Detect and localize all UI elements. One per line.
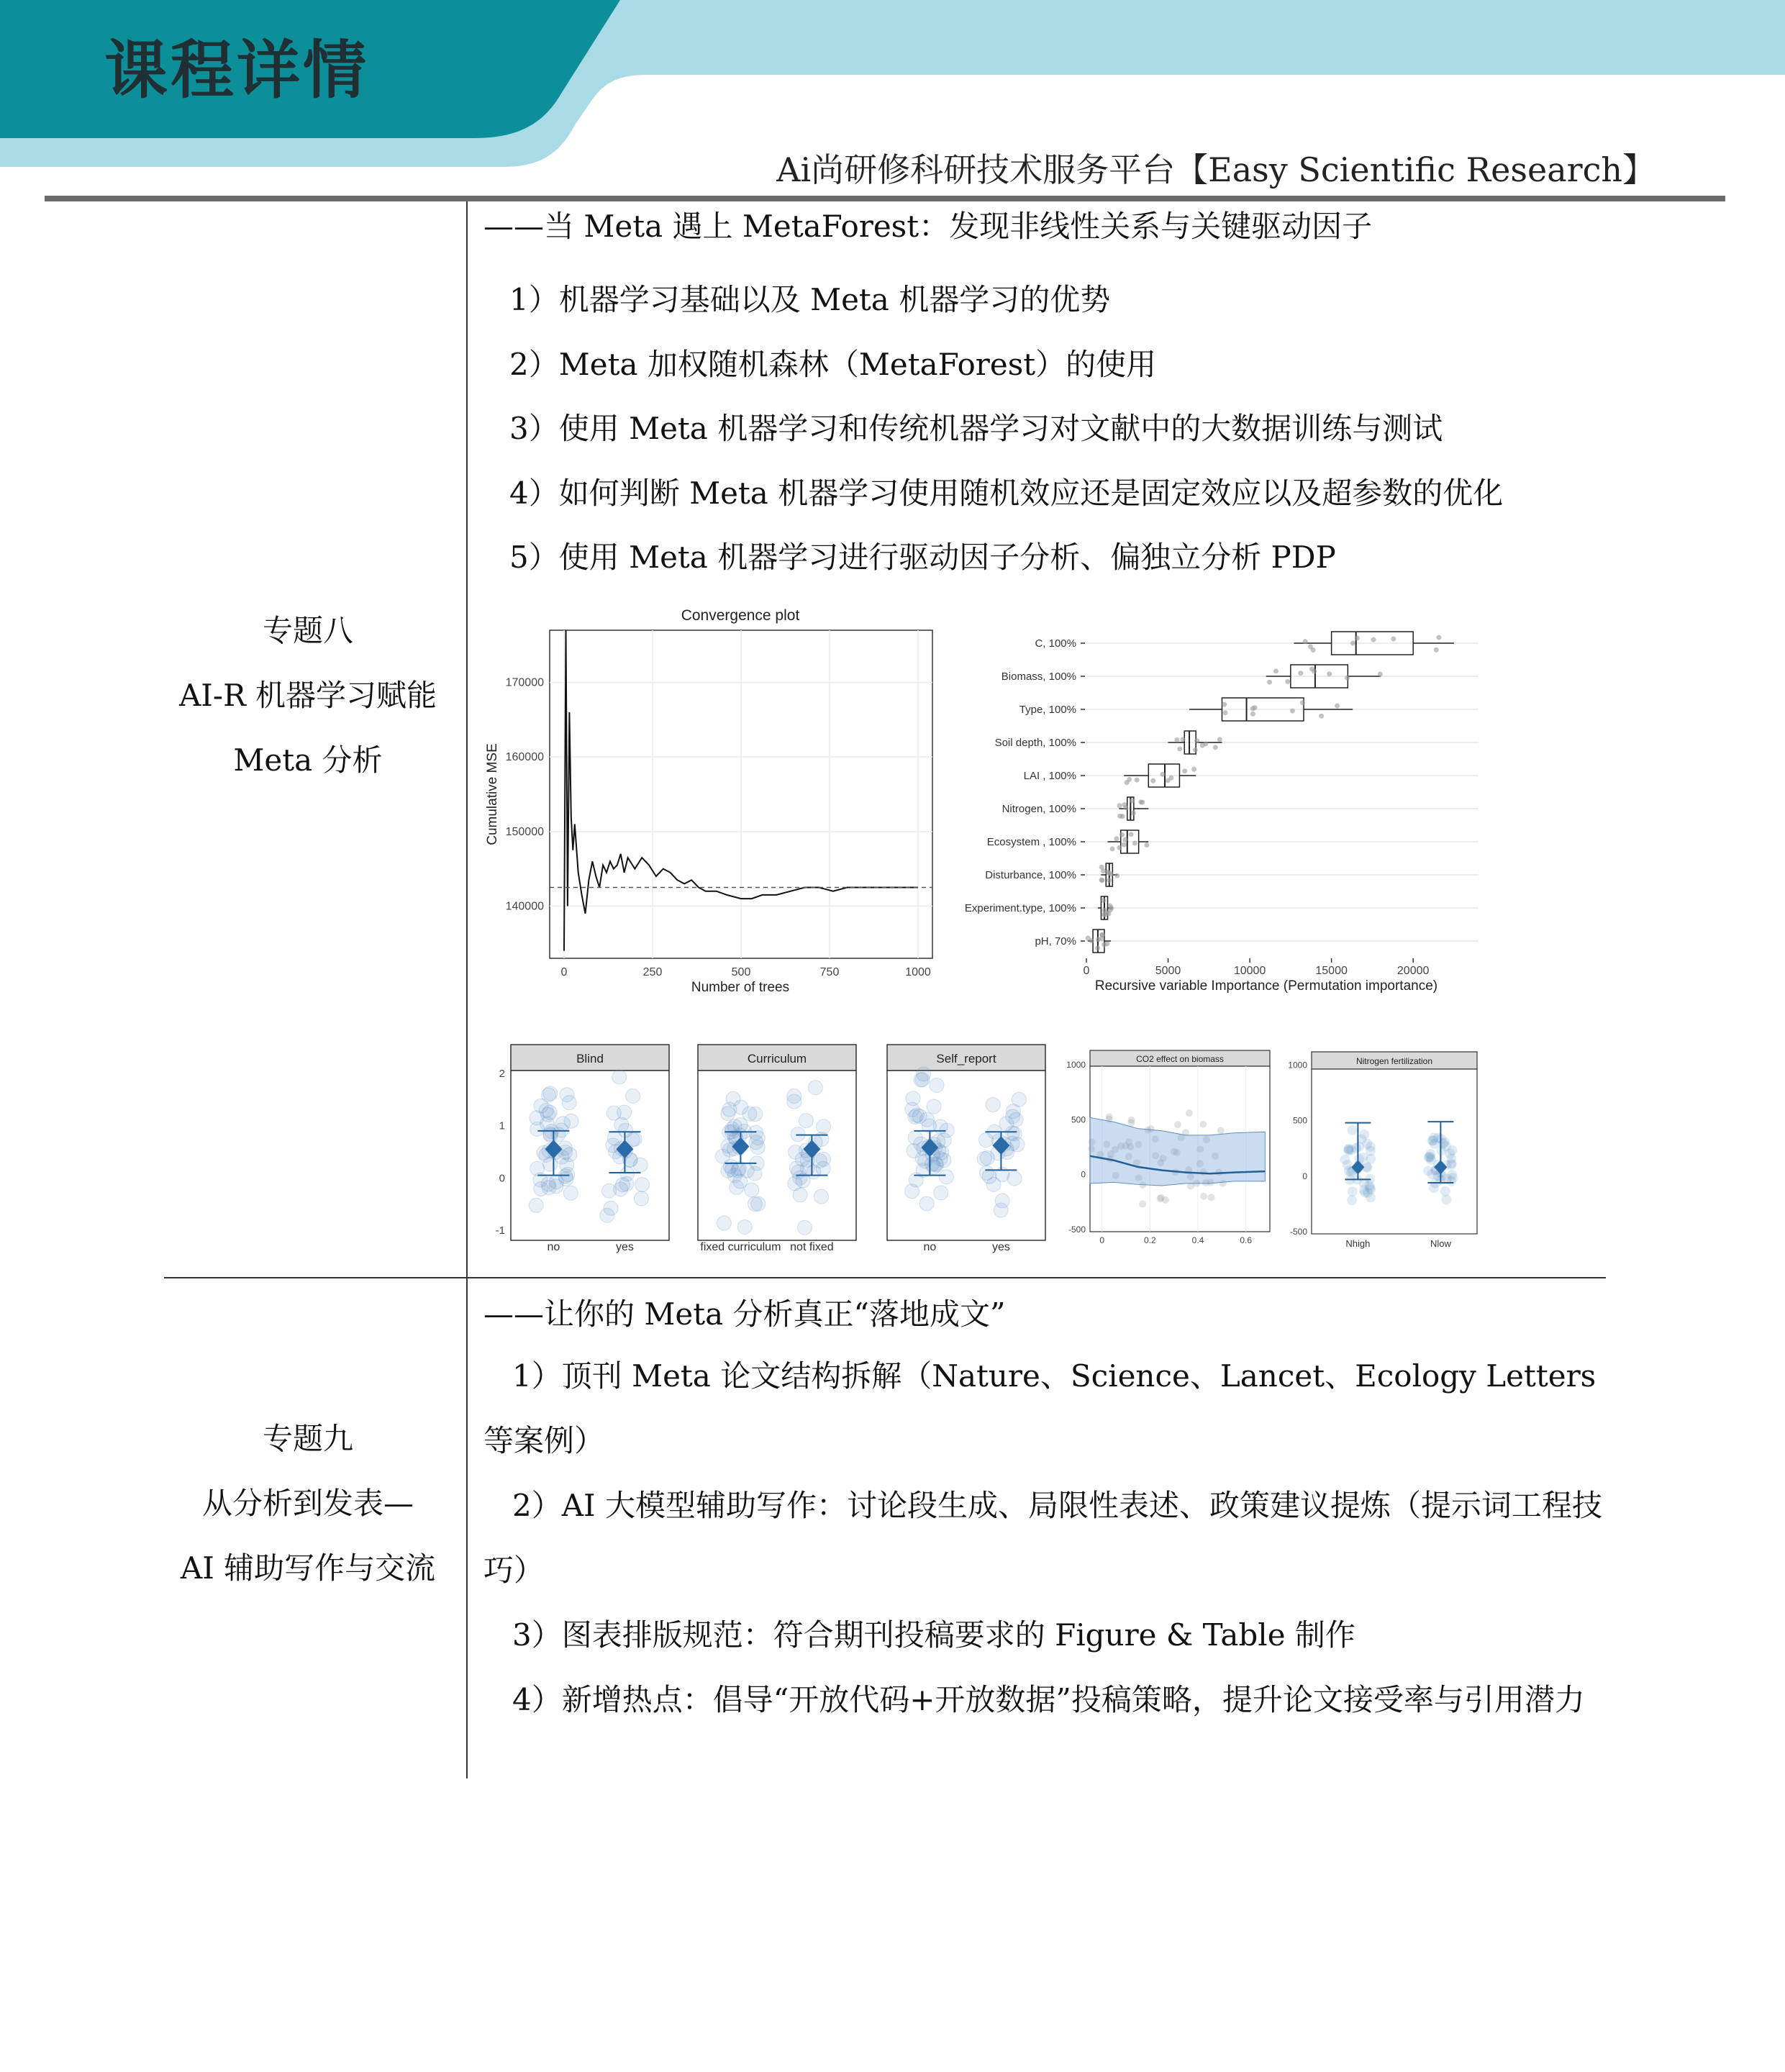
importance-point: [1327, 671, 1332, 676]
moderator-point: [937, 1133, 951, 1148]
topic9-paragraph-1: 1）顶刊 Meta 论文结构拆解（Nature、Science、Lancet、Ecology Letters 等案例）: [483, 1358, 1596, 1458]
topic9-paragraphs: [483, 1344, 1606, 1732]
page-title: 课程详情: [104, 33, 370, 107]
importance-point: [1350, 641, 1355, 646]
nitrogen-point: [1441, 1195, 1451, 1205]
importance-point: [1300, 700, 1305, 705]
importance-category-label: Biomass, 100%: [1001, 671, 1076, 683]
topic8-label: [164, 599, 452, 793]
importance-point: [1177, 746, 1182, 751]
topic8-title-line2: Meta 分析: [233, 742, 383, 778]
importance-grid: [1086, 643, 1479, 941]
nitrogen-category-label: Nhigh: [1345, 1238, 1371, 1249]
importance-point: [1191, 767, 1196, 772]
importance-point: [1119, 832, 1125, 837]
topic9-title-line2: AI 辅助写作与交流: [180, 1550, 436, 1586]
convergence-ytick-label: 140000: [505, 900, 544, 913]
importance-point: [1181, 737, 1186, 742]
nitrogen-ytick-label: 1000: [1288, 1060, 1307, 1071]
moderator-ytick-label: 1: [499, 1119, 505, 1132]
convergence-xlabel: Number of trees: [691, 980, 790, 995]
importance-xtick-label: 20000: [1396, 965, 1430, 977]
importance-category-label: Soil depth, 100%: [994, 737, 1076, 749]
moderator-point: [539, 1103, 553, 1117]
moderator-point: [529, 1198, 543, 1212]
column-divider-topic9: [466, 1278, 468, 1778]
moderator-plots: [471, 1036, 1507, 1259]
co2-point: [1139, 1201, 1146, 1208]
nitrogen-point: [1423, 1166, 1433, 1176]
importance-point: [1273, 668, 1278, 673]
convergence-xtick-label: 0: [560, 966, 568, 978]
importance-point: [1213, 745, 1218, 750]
importance-point: [1114, 873, 1119, 878]
moderator-point: [722, 1102, 737, 1117]
importance-point: [1298, 671, 1303, 676]
topic8-item-3: 3）使用 Meta 机器学习和传统机器学习对文献中的大数据训练与测试: [509, 411, 1443, 446]
importance-point: [1117, 803, 1122, 808]
co2-xtick-label: 0: [1099, 1235, 1105, 1245]
importance-point: [1250, 712, 1255, 717]
importance-point: [1194, 738, 1199, 743]
moderator-point: [1007, 1127, 1022, 1141]
importance-point: [1109, 871, 1114, 876]
moderator-point: [564, 1114, 578, 1128]
moderator-point: [607, 1131, 622, 1145]
nitrogen-point: [1347, 1195, 1357, 1205]
importance-xlabel: Recursive variable Importance (Permutation importance): [1094, 978, 1438, 994]
importance-point: [1110, 846, 1115, 851]
moderator-point: [919, 1196, 934, 1211]
convergence-ytick-label: 170000: [505, 676, 544, 689]
importance-point: [1217, 737, 1222, 742]
topic9-paragraph-2: 2）AI 大模型辅助写作：讨论段生成、局限性表述、政策建议提炼（提示词工程技巧）: [483, 1488, 1602, 1588]
moderator-point: [817, 1152, 831, 1166]
importance-point: [1096, 937, 1101, 942]
header-divider: [45, 196, 1725, 201]
moderator-point: [604, 1201, 618, 1215]
moderator-point: [980, 1151, 994, 1166]
importance-point: [1335, 704, 1340, 709]
column-divider-topic8: [466, 201, 468, 1277]
importance-xtick-label: 10000: [1233, 965, 1266, 977]
importance-category-label: Disturbance, 100%: [985, 869, 1076, 881]
importance-point: [1131, 811, 1136, 816]
moderator-point: [797, 1220, 812, 1235]
moderator-point: [995, 1194, 1009, 1208]
importance-xtick-label: 15000: [1315, 965, 1348, 977]
importance-category-label: Experiment.type, 100%: [964, 902, 1076, 914]
importance-point: [1100, 932, 1105, 937]
moderator-ytick-label: -1: [495, 1224, 505, 1237]
importance-point: [1138, 799, 1143, 804]
moderator-point: [612, 1070, 627, 1084]
nitrogen-point: [1440, 1186, 1450, 1196]
moderator-point: [908, 1109, 922, 1124]
co2-point: [1162, 1196, 1169, 1204]
importance-point: [1089, 938, 1094, 943]
topic9-paragraph-3: 3）图表排版规范：符合期刊投稿要求的 Figure & Table 制作: [512, 1617, 1355, 1653]
importance-point: [1391, 637, 1396, 642]
moderator-category-label: no: [923, 1241, 937, 1253]
moderator-point: [626, 1089, 640, 1103]
moderator-point: [615, 1178, 630, 1192]
importance-point: [1222, 702, 1227, 707]
moderator-point: [751, 1196, 766, 1211]
convergence-ytick-label: 150000: [505, 825, 544, 838]
moderator-point: [542, 1088, 556, 1102]
importance-point: [1434, 648, 1439, 653]
importance-category-label: Ecosystem , 100%: [986, 836, 1076, 848]
importance-point: [1253, 705, 1258, 710]
platform-name: Ai尚研修科研技术服务平台【Easy Scientific Research】: [776, 150, 1655, 189]
importance-point: [1345, 676, 1350, 681]
importance-point: [1309, 666, 1314, 671]
importance-xtick-label: 0: [1083, 965, 1090, 977]
moderator-category-label: no: [547, 1241, 560, 1253]
moderator-strip-title: Self_report: [936, 1052, 996, 1065]
moderator-category-label: yes: [615, 1241, 634, 1253]
importance-point: [1104, 910, 1109, 915]
co2-ytick-label: 1000: [1066, 1060, 1086, 1071]
convergence-xtick-label: 250: [642, 966, 663, 978]
moderator-point: [808, 1081, 822, 1095]
importance-point: [1150, 778, 1155, 783]
co2-point: [1106, 1113, 1113, 1120]
importance-point: [1355, 636, 1360, 641]
importance-point: [1308, 644, 1313, 649]
topic9-label: [164, 1407, 452, 1601]
topic9-title-line1: 从分析到发表—: [201, 1486, 414, 1521]
nitrogen-ytick-label: 500: [1292, 1115, 1307, 1126]
nitrogen-strip-title: Nitrogen fertilization: [1355, 1056, 1433, 1066]
nitrogen-point: [1441, 1141, 1451, 1151]
moderator-strip-title: Curriculum: [747, 1052, 807, 1065]
moderator-category-label: not fixed: [790, 1241, 834, 1253]
moderator-point: [787, 1094, 801, 1109]
importance-point: [1193, 748, 1198, 753]
importance-point: [1100, 878, 1105, 883]
moderator-point: [627, 1132, 642, 1146]
moderator-plots-content: [496, 1045, 1477, 1253]
moderator-point: [602, 1183, 617, 1198]
importance-point: [1122, 837, 1127, 842]
convergence-xtick-label: 1000: [905, 966, 931, 978]
importance-point: [1303, 639, 1308, 644]
importance-point: [1117, 814, 1122, 819]
nitrogen-point: [1429, 1183, 1439, 1193]
topic9-paragraph-4: 4）新增热点：倡导“开放代码+开放数据”投稿策略，提升论文接受率与引用潜力: [512, 1682, 1585, 1717]
topic8-subtitle: ——当 Meta 遇上 MetaForest：发现非线性关系与关键驱动因子: [483, 209, 1373, 244]
importance-point: [1371, 637, 1376, 642]
moderator-point: [814, 1189, 828, 1204]
importance-point: [1200, 743, 1205, 748]
convergence-plot: [475, 603, 943, 1006]
importance-point: [1160, 772, 1165, 777]
importance-point: [1319, 714, 1324, 719]
moderator-point: [986, 1097, 1000, 1112]
importance-category-label: LAI , 100%: [1023, 770, 1076, 782]
moderator-point: [927, 1099, 941, 1114]
convergence-title: Convergence plot: [681, 607, 800, 624]
moderator-point: [930, 1078, 944, 1092]
topic9-subtitle: ——让你的 Meta 分析真正“落地成文”: [483, 1296, 1006, 1332]
importance-point: [1122, 842, 1127, 848]
importance-point: [1285, 679, 1290, 684]
moderator-point: [560, 1088, 574, 1102]
moderator-point: [614, 1117, 629, 1132]
moderator-point: [799, 1114, 813, 1128]
importance-point: [1290, 709, 1295, 714]
importance-point: [1174, 737, 1179, 742]
importance-point: [1107, 878, 1112, 883]
importance-point: [1104, 941, 1109, 946]
importance-point: [1095, 945, 1100, 950]
moderator-ytick-label: 0: [499, 1172, 505, 1185]
importance-point: [1166, 778, 1171, 783]
importance-point: [1267, 680, 1272, 685]
importance-point: [1101, 898, 1106, 903]
convergence-xtick-label: 750: [819, 966, 840, 978]
importance-category-label: Type, 100%: [1019, 704, 1076, 716]
variable-importance-plot: [943, 620, 1489, 1001]
nitrogen-ytick-label: 0: [1302, 1171, 1307, 1181]
moderator-point: [1006, 1104, 1020, 1119]
importance-point: [1127, 777, 1132, 782]
co2-point: [1174, 1121, 1181, 1128]
importance-category-label: C, 100%: [1035, 637, 1076, 650]
moderator-category-label: fixed curriculum: [700, 1241, 781, 1253]
importance-content: [965, 632, 1454, 977]
co2-point: [1217, 1127, 1225, 1135]
importance-xtick-label: 5000: [1155, 965, 1181, 977]
importance-point: [1132, 840, 1137, 845]
moderator-panel: [511, 1071, 669, 1240]
co2-point: [1199, 1121, 1207, 1128]
moderator-point: [915, 1073, 930, 1087]
importance-category-label: pH, 70%: [1035, 935, 1076, 948]
moderator-ytick-label: 2: [499, 1067, 505, 1080]
importance-point: [1129, 832, 1134, 837]
topic8-item-5: 5）使用 Meta 机器学习进行驱动因子分析、偏独立分析 PDP: [509, 540, 1336, 575]
moderator-point: [563, 1186, 578, 1200]
importance-point: [1223, 710, 1228, 715]
co2-point: [1208, 1194, 1215, 1201]
moderator-point: [750, 1140, 765, 1154]
topic8-item-2: 2）Meta 加权随机森林（MetaForest）的使用: [509, 347, 1157, 382]
row-divider: [164, 1277, 1606, 1278]
importance-point: [1109, 906, 1114, 911]
co2-point: [1200, 1193, 1207, 1200]
topic8-item-1: 1）机器学习基础以及 Meta 机器学习的优势: [509, 282, 1111, 317]
moderator-point: [560, 1158, 574, 1172]
importance-point: [1436, 635, 1441, 640]
nitrogen-point: [1348, 1186, 1358, 1196]
importance-point: [1135, 778, 1140, 783]
importance-point: [1182, 768, 1187, 773]
topic8-item-4: 4）如何判断 Meta 机器学习使用随机效应还是固定效应以及超参数的优化: [509, 476, 1504, 511]
co2-xtick-label: 0.2: [1143, 1235, 1156, 1245]
moderator-point: [737, 1219, 752, 1234]
co2-strip-title: CO2 effect on biomass: [1136, 1054, 1224, 1064]
topic8-number: 专题八: [262, 613, 353, 648]
convergence-ytick-label: 160000: [505, 751, 544, 764]
co2-ytick-label: -500: [1068, 1224, 1086, 1235]
co2-point: [1186, 1109, 1193, 1117]
nitrogen-point: [1344, 1145, 1354, 1155]
nitrogen-point: [1366, 1142, 1376, 1152]
convergence-xtick-label: 500: [731, 966, 751, 978]
co2-xtick-label: 0.4: [1191, 1235, 1204, 1245]
moderator-point: [937, 1153, 951, 1168]
co2-ytick-label: 0: [1081, 1169, 1086, 1180]
importance-category-label: Nitrogen, 100%: [1001, 803, 1076, 815]
nitrogen-point: [1366, 1184, 1376, 1194]
moderator-category-label: yes: [991, 1241, 1010, 1253]
moderator-point: [982, 1169, 996, 1183]
nitrogen-point: [1448, 1173, 1458, 1183]
moderator-point: [817, 1119, 831, 1134]
moderator-point: [807, 1165, 821, 1179]
moderator-point: [939, 1170, 953, 1184]
importance-point: [1122, 802, 1127, 807]
moderator-point: [725, 1163, 740, 1177]
nitrogen-point: [1426, 1155, 1436, 1165]
nitrogen-point: [1348, 1125, 1358, 1135]
moderator-point: [542, 1181, 556, 1195]
topic9-number: 专题九: [262, 1421, 353, 1456]
importance-point: [1114, 836, 1119, 841]
convergence-ylabel: Cumulative MSE: [485, 743, 500, 845]
co2-ytick-label: 500: [1071, 1114, 1086, 1125]
nitrogen-point: [1428, 1135, 1438, 1145]
moderator-strip-title: Blind: [576, 1052, 604, 1065]
moderator-point: [934, 1186, 948, 1200]
importance-point: [1144, 842, 1149, 848]
co2-xtick-label: 0.6: [1240, 1235, 1253, 1245]
co2-point: [1128, 1117, 1135, 1124]
moderator-point: [635, 1178, 650, 1192]
moderator-point: [717, 1216, 731, 1230]
importance-point: [1130, 799, 1135, 804]
moderator-point: [634, 1191, 648, 1206]
nitrogen-category-label: Nlow: [1430, 1238, 1451, 1249]
importance-point: [1378, 671, 1383, 676]
importance-point: [1117, 845, 1122, 850]
topic8-title-line1: AI-R 机器学习赋能: [178, 678, 437, 713]
nitrogen-ytick-label: -500: [1289, 1226, 1307, 1237]
